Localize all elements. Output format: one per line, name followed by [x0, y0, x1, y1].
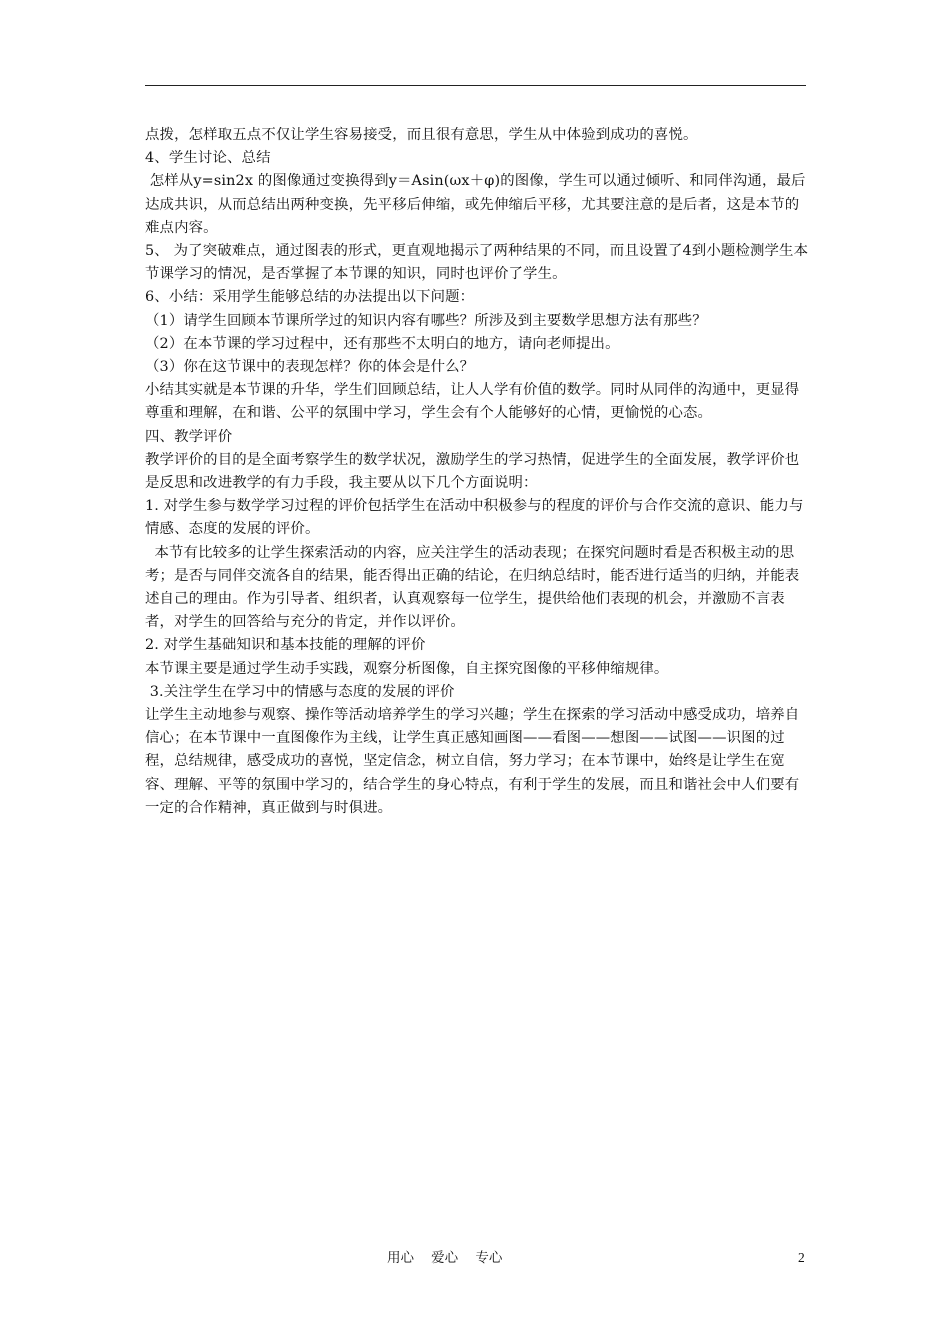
- paragraph: 点拨，怎样取五点不仅让学生容易接受，而且很有意思，学生从中体验到成功的喜悦。: [145, 127, 698, 143]
- paragraph: 小结其实就是本节课的升华，学生们回顾总结，让人人学有价值的数学。同时从同伴的沟通中，更显得尊重和理解，在和谐、公平的氛围中学习，学生会有个人能够好的心情，更愉悦的心态。: [145, 382, 800, 422]
- paragraph: 让学生主动地参与观察、操作等活动培养学生的学习兴趣；学生在探索的学习活动中感受成功，培养自信心；在本节课中一直图像作为主线，让学生真正感知画图——看图——想图——试图——识图的过程，总结规律，感受成功的喜悦，坚定信念，树立自信，努力学习；在本节课中，始终是让学生在宽容、理解、平等的氛围中学习的，结合学生的身心特点，有利于学生的发展，而且和谐社会中人们要有一定的合作精神，真正做到与时俱进。: [145, 707, 800, 816]
- section-heading: 4、学生讨论、总结: [145, 150, 271, 167]
- list-item: （1）请学生回顾本节课所学过的知识内容有哪些？所涉及到主要数学思想方法有那些？: [145, 312, 707, 329]
- header-rule: [145, 85, 806, 86]
- section-heading: 四、教学评价: [145, 428, 233, 445]
- section-heading: 3.关注学生在学习中的情感与态度的发展的评价: [145, 683, 455, 700]
- paragraph: 6、小结：采用学生能够总结的办法提出以下问题：: [145, 289, 475, 306]
- paragraph: 1. 对学生参与数学学习过程的评价包括学生在活动中积极参与的程度的评价与合作交流的意识、能力与情感、态度的发展的评价。: [145, 498, 804, 538]
- list-item: （3）你在这节课中的表现怎样？你的体会是什么？: [145, 359, 475, 376]
- paragraph: 教学评价的目的是全面考察学生的数学状况，激励学生的学习热情，促进学生的全面发展，教学评价也是反思和改进教学的有力手段，我主要从以下几个方面说明：: [145, 451, 800, 492]
- paragraph: 怎样从y=sin2x 的图像通过变换得到y＝Asin(ωx＋φ)的图像，学生可以通过倾听、和同伴沟通，最后达成共识，从而总结出两种变换，先平移后伸缩，或先伸缩后平移，尤其要注意的是后者，这是本节的难点内容。: [145, 173, 806, 236]
- document-body: [145, 124, 810, 820]
- paragraph: 本节课主要是通过学生动手实践，观察分析图像，自主探究图像的平移伸缩规律。: [145, 660, 669, 677]
- footer-motto: 用心 爱心 专心: [387, 1250, 503, 1266]
- paragraph: 5、 为了突破难点，通过图表的形式，更直观地揭示了两种结果的不同，而且设置了4到小题检测学生本节课学习的情况，是否掌握了本节课的知识，同时也评价了学生。: [145, 243, 809, 283]
- list-item: （2）在本节课的学习过程中，还有那些不太明白的地方，请向老师提出。: [145, 335, 620, 352]
- page-number: 2: [798, 1250, 805, 1265]
- paragraph: 本节有比较多的让学生探索活动的内容，应关注学生的活动表现；在探究问题时看是否积极主动的思考；是否与同伴交流各自的结果，能否得出正确的结论，在归纳总结时，能否进行适当的归纳，并能表述自己的理由。作为引导者、组织者，认真观察每一位学生，提供给他们表现的机会，并激励不言表者，对学生的回答给与充分的肯定，并作以评价。: [145, 544, 800, 631]
- section-heading: 2. 对学生基础知识和基本技能的理解的评价: [145, 637, 426, 654]
